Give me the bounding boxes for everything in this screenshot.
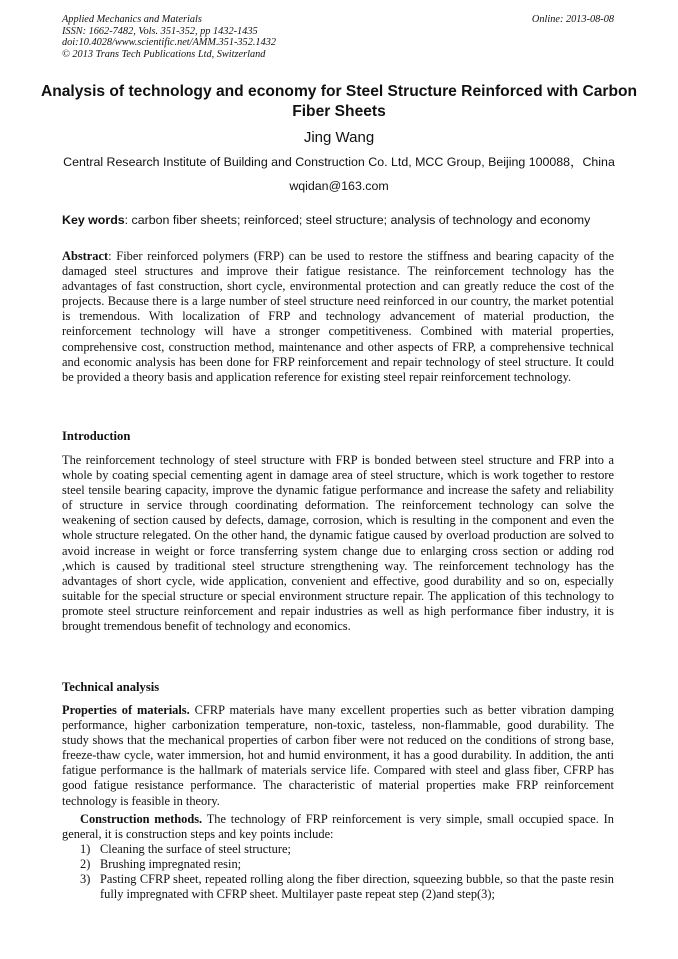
construction-label: Construction methods. bbox=[80, 812, 203, 826]
author-affiliation: Central Research Institute of Building and Construction Co. Ltd, MCC Group, Beijing 100088，China bbox=[63, 155, 615, 169]
abstract bbox=[62, 249, 614, 385]
properties-text: CFRP materials have many excellent properties such as better vibration damping performance, higher carbonization temperature, non-toxic, tasteless, non-flammable, good durability. The study shows that the mechanical properties of carbon fiber were not reduced on the conditions of strong base, freeze-thaw cycle, water immersion, hot and humid environment, it has a good durability. In addition, the anti fatigue performance is the hallmark of materials service life. Compared with steel and glass fiber, CFRP has good fatigue resistance performance. The characteristic of material properties make FRP reinforcement technology is feasible in theory. bbox=[62, 703, 614, 808]
author-name: Jing Wang bbox=[303, 129, 375, 146]
introduction-paragraph: The reinforcement technology of steel structure with FRP is bonded between steel structure and FRP into a whole by coating special cementing agent in damage area of steel structure, which is work together to restore steel tensile bearing capacity, improve the dynamic fatigue performance and increase the safety and reliability of structure in service through coordinating deformation. The reinforcement technology can solve the weakening of section caused by defects, damage, corrosion, which is resulting in the component and even the whole structure relegated. On the other hand, the dynamic fatigue caused by overload production are solved to avoid increase in weight or force transferring system change due to enlarging cross section or adding rod ,which is caused by traditional steel structure strengthening way. The reinforcement technology has the advantages of short cycle, wide application, convenient and effective, good durability and so on, especially suitable for the special structure or special environment structure repair. The application of this technology to promote steel structure reinforcement and repair industries as well as high performance fiber industry, it is brought tremendous benefit of technology and economics. bbox=[62, 453, 614, 634]
keywords-label: Key words bbox=[62, 213, 125, 227]
list-item bbox=[62, 842, 614, 857]
author-email: wqidan@163.com bbox=[289, 179, 389, 193]
properties-paragraph bbox=[62, 703, 614, 809]
step-text: Cleaning the surface of steel structure; bbox=[100, 842, 291, 856]
introduction-heading: Introduction bbox=[62, 429, 131, 443]
abstract-label: Abstract bbox=[62, 249, 109, 263]
step-text: Brushing impregnated resin; bbox=[100, 857, 242, 872]
construction-steps bbox=[62, 842, 614, 902]
journal-header bbox=[62, 14, 614, 60]
keywords-text: : carbon fiber sheets; reinforced; steel structure; analysis of technology and economy bbox=[124, 213, 591, 227]
construction-text: The technology of FRP reinforcement is very simple, small occupied space. In general, it is construction steps and key points include: bbox=[62, 812, 614, 842]
list-item bbox=[62, 857, 614, 872]
list-item bbox=[62, 872, 614, 902]
abstract-text: : Fiber reinforced polymers (FRP) can be used to restore the stiffness and bearing capacity of the damaged steel structures and improve their fatigue resistance. The reinforcement technology has the advantages of fast construction, short cycle, environmental protection and can greatly reduce the cost of the projects. Because there is a large number of steel structure need reinforced in our country, the market potential is tremendous. With localization of FRP and technology advancement of material production, the reinforcement technology will have a stronger competitiveness. Combined with material properties, comprehensive cost, construction method, maintenance and other aspects of FRP, a comprehensive technical and economic analysis has been done for FRP reinforcement and repair technology of steel structure. It could be provided a theory basis and application reference for existing steel repair reinforcement technology. bbox=[62, 249, 614, 384]
keywords bbox=[62, 213, 622, 228]
step-text: Pasting CFRP sheet, repeated rolling along the fiber direction, squeezing bubble, so that the paste resin fully impregnated with CFRP sheet. Multilayer paste repeat step (2)and step(3); bbox=[100, 872, 614, 902]
journal-name: Applied Mechanics and Materials bbox=[62, 14, 202, 25]
properties-label: Properties of materials. bbox=[62, 703, 190, 717]
issn-line: ISSN: 1662-7482, Vols. 351-352, pp 1432-1435 bbox=[62, 25, 258, 37]
paper-title: Analysis of technology and economy for Steel Structure Reinforced with Carbon Fiber Sheets bbox=[40, 83, 638, 120]
copyright-line: © 2013 Trans Tech Publications Ltd, Switzerland bbox=[62, 48, 266, 60]
step-number: 3) bbox=[80, 872, 91, 887]
technical-analysis-heading: Technical analysis bbox=[62, 680, 160, 694]
doi-line: doi:10.4028/www.scientific.net/AMM.351-352.1432 bbox=[62, 37, 277, 48]
step-number: 2) bbox=[80, 857, 91, 872]
construction-paragraph bbox=[62, 812, 614, 842]
step-number: 1) bbox=[80, 842, 91, 856]
online-date: Online: 2013-08-08 bbox=[531, 14, 614, 25]
